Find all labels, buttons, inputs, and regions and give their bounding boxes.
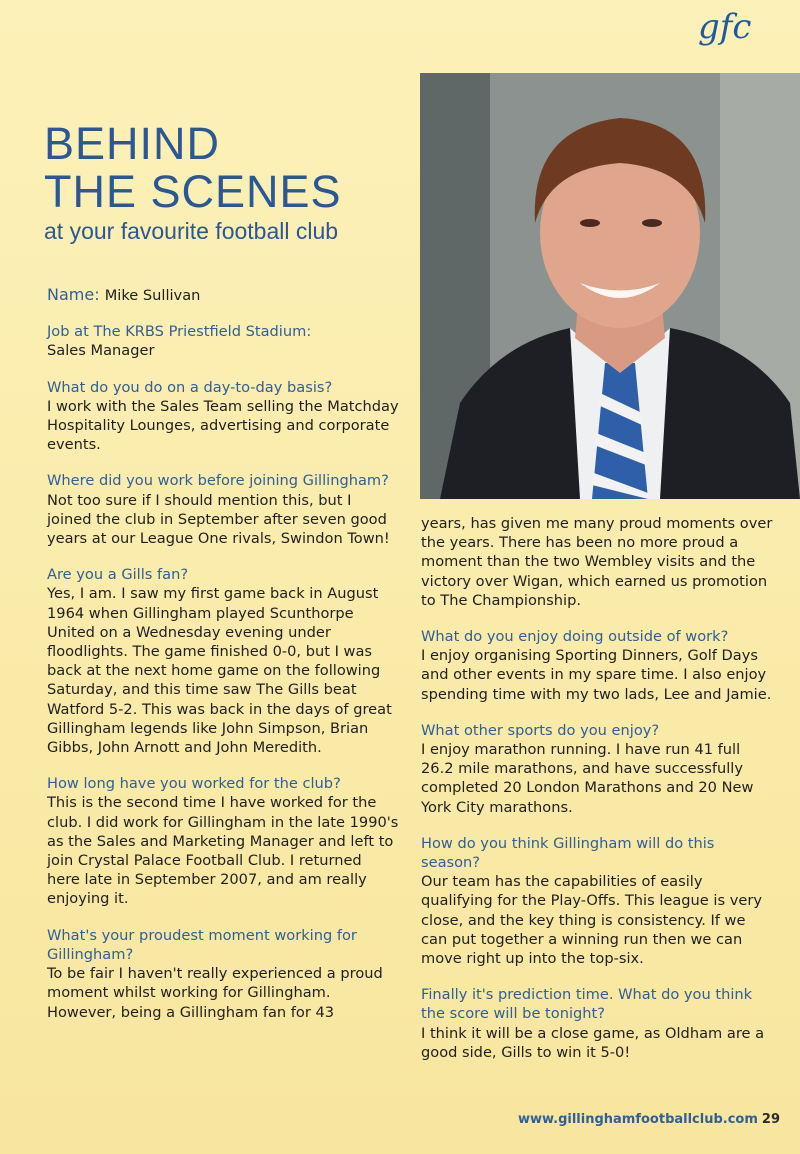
portrait-image xyxy=(420,73,800,499)
question: What do you enjoy doing outside of work? xyxy=(421,628,729,646)
page-footer xyxy=(518,1112,780,1127)
club-logo xyxy=(694,8,768,56)
question: What's your proudest moment working for Gillingham? xyxy=(47,926,357,963)
right-column xyxy=(421,514,776,1079)
qa-item xyxy=(47,565,399,757)
heading-line-2: THE SCENES xyxy=(44,166,342,217)
heading-title xyxy=(44,120,424,216)
question: Finally it's prediction time. What do you think the score will be tonight? xyxy=(421,986,753,1023)
gfc-monogram-icon xyxy=(694,8,768,56)
question: What do you do on a day-to-day basis? xyxy=(47,378,333,396)
answer: To be fair I haven't really experienced a proud moment whilst working for Gillingham. However, being a Gillingham fan for 43 xyxy=(47,965,383,1021)
heading-line-1: BEHIND xyxy=(44,118,221,169)
qa-item xyxy=(47,471,399,548)
heading-subtitle: at your favourite football club xyxy=(44,218,339,244)
answer-continued: years, has given me many proud moments over the years. There has been no more proud a moment than the two Wembley visits and the victory over Wigan, which earned us promotion to The Championship. xyxy=(421,515,773,609)
answer: I work with the Sales Team selling the Matchday Hospitality Lounges, advertising and corporate events. xyxy=(47,397,399,454)
website-url: www.gillinghamfootballclub.com xyxy=(517,1112,758,1127)
qa-item xyxy=(47,774,399,908)
qa-continuation xyxy=(421,514,776,610)
article-heading xyxy=(44,120,424,245)
qa-item xyxy=(421,834,776,968)
qa-item xyxy=(47,378,399,455)
name-value: Mike Sullivan xyxy=(104,287,201,304)
left-column xyxy=(47,285,399,1039)
answer: Yes, I am. I saw my first game back in August 1964 when Gillingham played Scunthorpe United on a Wednesday evening under floodlights. The game finished 0-0, but I was back at the next home game on the following Saturday, and this time saw The Gills beat Watford 5-2. This was back in the days of great Gillingham legends like John Simpson, Brian Gibbs, John Arnott and John Meredith. xyxy=(47,585,392,757)
answer: I enjoy organising Sporting Dinners, Golf Days and other events in my spare time. I also enjoy spending time with my two lads, Lee and Jamie. xyxy=(421,647,772,703)
job-label: Job at The KRBS Priestfield Stadium: xyxy=(47,323,312,341)
answer: This is the second time I have worked for the club. I did work for Gillingham in the late 1990's as the Sales and Marketing Manager and left to join Crystal Palace Football Club. I returned here late in September 2007, and am really enjoying it. xyxy=(47,794,399,908)
page-number: 29 xyxy=(761,1112,780,1127)
question: How do you think Gillingham will do this season? xyxy=(421,834,715,872)
answer: Our team has the capabilities of easily qualifying for the Play-Offs. This league is very close, and the key thing is consistency. If we can put together a winning run then we can move right up into the top-six. xyxy=(421,873,762,968)
qa-item xyxy=(421,721,776,817)
name-label: Name: xyxy=(47,285,100,304)
portrait-photo xyxy=(420,73,800,499)
answer: I think it will be a close game, as Oldham are a good side, Gills to win it 5-0! xyxy=(421,1024,765,1061)
question: How long have you worked for the club? xyxy=(47,775,341,793)
job-value: Sales Manager xyxy=(47,342,155,360)
answer: Not too sure if I should mention this, but I joined the club in September after seven good years at our League One rivals, Swindon Town! xyxy=(47,491,390,548)
question: What other sports do you enjoy? xyxy=(421,721,660,739)
name-entry xyxy=(47,285,399,305)
job-entry xyxy=(47,322,399,360)
question: Where did you work before joining Gillingham? xyxy=(47,472,389,490)
logo-text: gfc xyxy=(698,8,752,47)
answer: I enjoy marathon running. I have run 41 full 26.2 mile marathons, and have successfully completed 20 London Marathons and 20 New York City marathons. xyxy=(421,741,754,816)
question: Are you a Gills fan? xyxy=(47,566,189,584)
qa-item xyxy=(421,627,776,704)
qa-item xyxy=(421,985,776,1062)
qa-item xyxy=(47,926,399,1022)
